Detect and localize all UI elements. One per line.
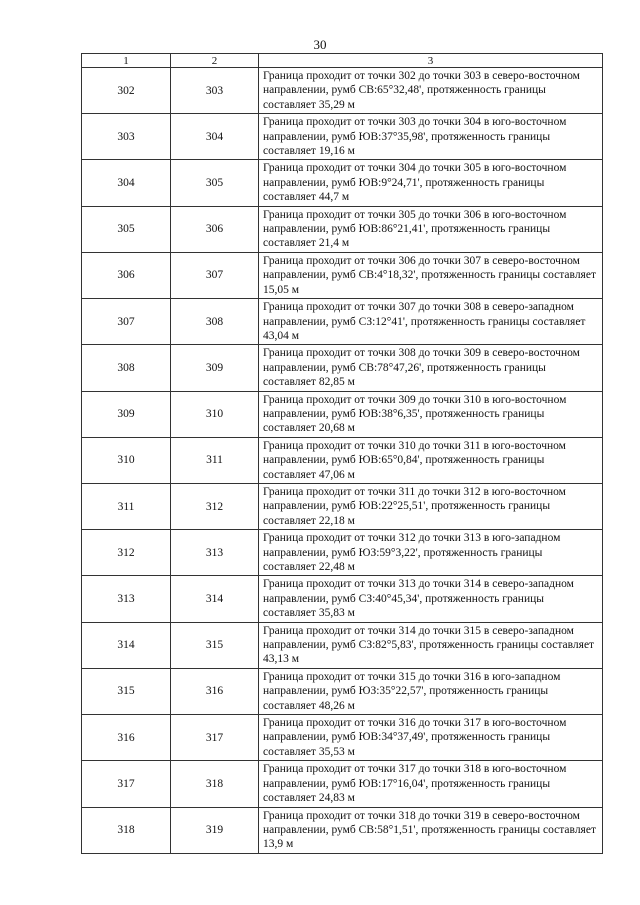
point-from: 314 <box>82 622 171 668</box>
point-to: 316 <box>171 668 259 714</box>
point-from: 309 <box>82 391 171 437</box>
boundary-description: Граница проходит от точки 314 до точки 315 в северо-западном направлении, румб СЗ:82°5,83', протяженность границы составляет 43,13 м <box>259 622 603 668</box>
boundary-description: Граница проходит от точки 307 до точки 308 в северо-западном направлении, румб СЗ:12°41', протяженность границы составляет 43,04 м <box>259 299 603 345</box>
table-row <box>82 761 603 807</box>
table-row <box>82 437 603 483</box>
point-from: 307 <box>82 299 171 345</box>
boundary-description: Граница проходит от точки 305 до точки 306 в юго-восточном направлении, румб ЮВ:86°21,41', протяженность границы составляет 21,4 м <box>259 206 603 252</box>
table-row <box>82 391 603 437</box>
page-number: 30 <box>313 37 327 52</box>
boundary-description: Граница проходит от точки 304 до точки 305 в юго-восточном направлении, румб ЮВ:9°24,71', протяженность границы составляет 44,7 м <box>259 160 603 206</box>
point-from: 302 <box>82 68 171 114</box>
point-to: 314 <box>171 576 259 622</box>
table-row <box>82 206 603 252</box>
table-row <box>82 807 603 853</box>
column-header-3: 3 <box>259 54 603 68</box>
point-to: 313 <box>171 530 259 576</box>
point-to: 311 <box>171 437 259 483</box>
point-to: 303 <box>171 68 259 114</box>
point-from: 306 <box>82 252 171 298</box>
point-to: 309 <box>171 345 259 391</box>
table-row <box>82 483 603 529</box>
table-row <box>82 252 603 298</box>
boundary-description: Граница проходит от точки 309 до точки 310 в юго-восточном направлении, румб ЮВ:38°6,35', протяженность границы составляет 20,68 м <box>259 391 603 437</box>
boundary-description: Граница проходит от точки 318 до точки 319 в северо-восточном направлении, румб СВ:58°1,51', протяженность границы составляет 13,9 м <box>259 807 603 853</box>
point-from: 303 <box>82 114 171 160</box>
table-row <box>82 114 603 160</box>
boundary-description: Граница проходит от точки 311 до точки 312 в юго-восточном направлении, румб ЮВ:22°25,51', протяженность границы составляет 22,18 м <box>259 483 603 529</box>
point-to: 305 <box>171 160 259 206</box>
table-row <box>82 576 603 622</box>
boundary-description: Граница проходит от точки 302 до точки 303 в северо-восточном направлении, румб СВ:65°32,48', протяженность границы составляет 35,29 м <box>259 68 603 114</box>
boundary-description: Граница проходит от точки 310 до точки 311 в юго-восточном направлении, румб ЮВ:65°0,84', протяженность границы составляет 47,06 м <box>259 437 603 483</box>
point-to: 319 <box>171 807 259 853</box>
point-to: 310 <box>171 391 259 437</box>
point-from: 308 <box>82 345 171 391</box>
table-row <box>82 715 603 761</box>
table-row <box>82 299 603 345</box>
boundary-description: Граница проходит от точки 317 до точки 318 в юго-восточном направлении, румб ЮВ:17°16,04', протяженность границы составляет 24,83 м <box>259 761 603 807</box>
boundary-description: Граница проходит от точки 312 до точки 313 в юго-западном направлении, румб ЮЗ:59°3,22', протяженность границы составляет 22,48 м <box>259 530 603 576</box>
point-to: 306 <box>171 206 259 252</box>
point-from: 315 <box>82 668 171 714</box>
point-from: 316 <box>82 715 171 761</box>
point-from: 311 <box>82 483 171 529</box>
column-header-2: 2 <box>171 54 259 68</box>
header-row <box>82 54 603 68</box>
table-row <box>82 622 603 668</box>
column-header-1: 1 <box>82 54 171 68</box>
table-row <box>82 68 603 114</box>
point-to: 318 <box>171 761 259 807</box>
point-to: 312 <box>171 483 259 529</box>
table-row <box>82 530 603 576</box>
point-from: 305 <box>82 206 171 252</box>
table-row <box>82 668 603 714</box>
point-to: 317 <box>171 715 259 761</box>
point-to: 304 <box>171 114 259 160</box>
point-from: 310 <box>82 437 171 483</box>
point-to: 308 <box>171 299 259 345</box>
boundary-description: Граница проходит от точки 306 до точки 307 в северо-восточном направлении, румб СВ:4°18,32', протяженность границы составляет 15,05 м <box>259 252 603 298</box>
table-row <box>82 160 603 206</box>
boundary-table <box>81 53 603 854</box>
boundary-description: Граница проходит от точки 313 до точки 314 в северо-западном направлении, румб СЗ:40°45,34', протяженность границы составляет 35,83 м <box>259 576 603 622</box>
point-from: 318 <box>82 807 171 853</box>
point-to: 315 <box>171 622 259 668</box>
point-to: 307 <box>171 252 259 298</box>
point-from: 304 <box>82 160 171 206</box>
boundary-description: Граница проходит от точки 316 до точки 317 в юго-восточном направлении, румб ЮВ:34°37,49', протяженность границы составляет 35,53 м <box>259 715 603 761</box>
point-from: 317 <box>82 761 171 807</box>
boundary-description: Граница проходит от точки 303 до точки 304 в юго-восточном направлении, румб ЮВ:37°35,98', протяженность границы составляет 19,16 м <box>259 114 603 160</box>
table-row <box>82 345 603 391</box>
boundary-description: Граница проходит от точки 315 до точки 316 в юго-западном направлении, румб ЮЗ:35°22,57', протяженность границы составляет 48,26 м <box>259 668 603 714</box>
boundary-description: Граница проходит от точки 308 до точки 309 в северо-восточном направлении, румб СВ:78°47,26', протяженность границы составляет 82,85 м <box>259 345 603 391</box>
point-from: 312 <box>82 530 171 576</box>
point-from: 313 <box>82 576 171 622</box>
